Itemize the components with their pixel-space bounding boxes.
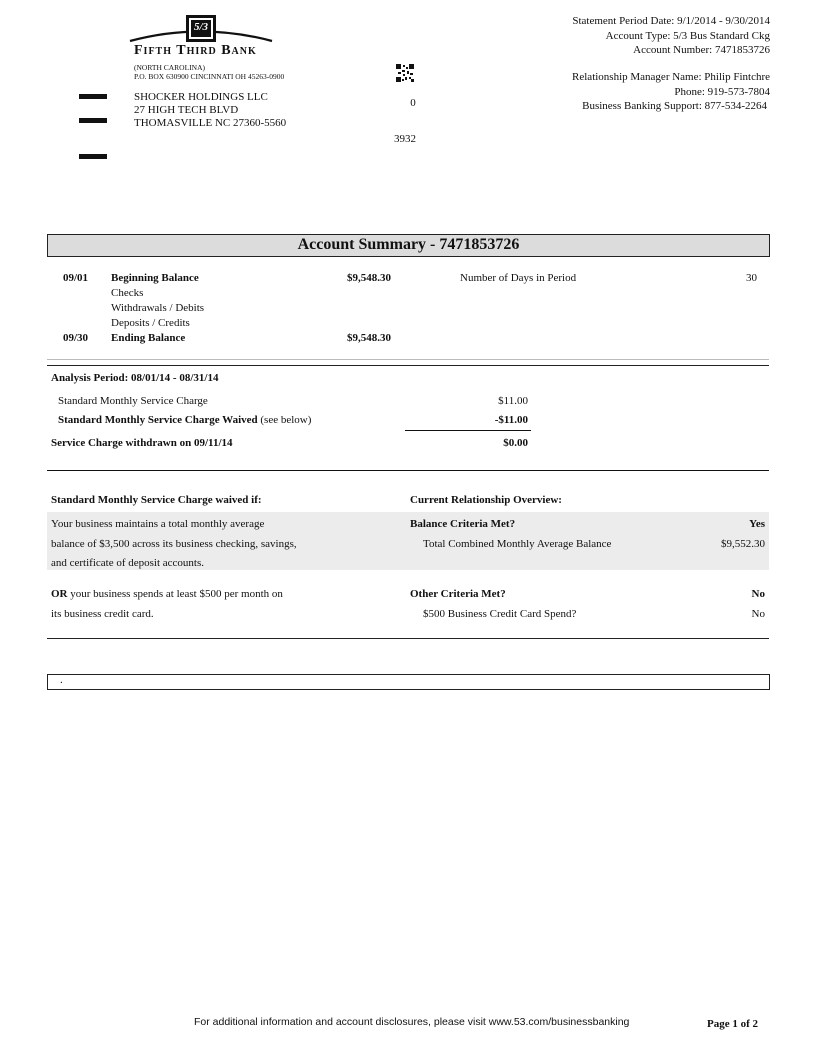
service-charge-withdrawn-label: Service Charge withdrawn on 09/11/14 <box>51 437 233 449</box>
other-criteria-label: Other Criteria Met? <box>410 588 506 600</box>
service-charge-value: $11.00 <box>498 395 528 407</box>
summary-label: Withdrawals / Debits <box>111 302 205 314</box>
code-zero: 0 <box>410 97 416 109</box>
or-text: your business spends at least $500 per month on <box>67 588 283 600</box>
analysis-period: Analysis Period: 08/01/14 - 08/31/14 <box>51 372 219 384</box>
waiver-line: balance of $3,500 across its business checking, savings, <box>51 538 297 550</box>
balance-criteria-value: Yes <box>749 518 765 530</box>
summary-label: Beginning Balance <box>111 272 199 284</box>
qr-code-icon <box>396 64 414 87</box>
account-summary-title: Account Summary - 7471853726 <box>47 234 770 257</box>
service-charge-waived <box>58 414 311 426</box>
bank-region: (NORTH CAROLINA) <box>134 63 206 72</box>
footer-info: For additional information and account disclosures, please visit www.53.com/businessbanking <box>194 1016 630 1028</box>
customer-address <box>134 91 286 130</box>
other-criteria-value: No <box>751 588 765 600</box>
service-charge-withdrawn-value: $0.00 <box>503 437 528 449</box>
service-charge-waived-value: -$11.00 <box>494 414 528 426</box>
balance-criteria-label: Balance Criteria Met? <box>410 518 516 530</box>
business-support: Business Banking Support: 877-534-2264 <box>582 100 767 112</box>
summary-date: 09/01 <box>63 272 89 284</box>
relationship-manager: Relationship Manager Name: Philip Fintchre <box>572 71 770 83</box>
bank-address <box>134 63 284 81</box>
bank-po-box: P.O. BOX 630900 CINCINNATI OH 45263-0900 <box>134 72 285 81</box>
divider <box>47 365 769 366</box>
summary-label: Ending Balance <box>111 332 186 344</box>
waived-note: (see below) <box>257 414 312 426</box>
summary-date: 09/30 <box>63 332 89 344</box>
summary-label: Deposits / Credits <box>111 317 190 329</box>
days-in-period-label: Number of Days in Period <box>460 272 577 284</box>
combined-balance-value: $9,552.30 <box>721 538 765 550</box>
code-number: 3932 <box>394 133 416 145</box>
summary-amount: $9,548.30 <box>347 272 391 284</box>
waiver-or-line: its business credit card. <box>51 608 154 620</box>
divider <box>47 470 769 471</box>
barcode-mark <box>79 154 107 159</box>
statement-period: Statement Period Date: 9/1/2014 - 9/30/2014 <box>572 15 770 27</box>
customer-city: THOMASVILLE NC 27360-5560 <box>134 117 287 129</box>
bank-logo <box>128 14 274 60</box>
summary-amount: $9,548.30 <box>347 332 391 344</box>
page-number: Page 1 of 2 <box>707 1018 759 1030</box>
overview-heading: Current Relationship Overview: <box>410 494 562 506</box>
logo-mark-text: 5/3 <box>193 21 209 33</box>
waiver-or-line <box>51 588 283 600</box>
summary-label: Checks <box>111 287 144 299</box>
manager-phone: Phone: 919-573-7804 <box>674 85 770 98</box>
combined-balance-label: Total Combined Monthly Average Balance <box>423 538 612 550</box>
relationship-info <box>470 70 770 114</box>
subtotal-line <box>405 430 531 431</box>
days-in-period-value: 30 <box>746 272 757 284</box>
account-type: Account Type: 5/3 Bus Standard Ckg <box>605 29 770 42</box>
waived-label: Standard Monthly Service Charge Waived <box>58 414 258 426</box>
account-number: Account Number: 7471853726 <box>633 44 770 56</box>
bank-name: Fifth Third Bank <box>134 43 257 58</box>
or-word: OR <box>51 588 68 600</box>
divider <box>47 638 769 639</box>
customer-street: 27 HIGH TECH BLVD <box>134 104 239 116</box>
service-charge-label: Standard Monthly Service Charge <box>58 395 208 407</box>
waiver-line: and certificate of deposit accounts. <box>51 557 205 569</box>
notice-text: . <box>60 674 63 686</box>
credit-card-spend-value: No <box>751 608 765 620</box>
barcode-mark <box>79 118 107 123</box>
divider <box>47 359 769 360</box>
notice-box <box>47 674 770 690</box>
credit-card-spend-label: $500 Business Credit Card Spend? <box>423 608 577 620</box>
customer-name: SHOCKER HOLDINGS LLC <box>134 91 268 103</box>
waiver-heading: Standard Monthly Service Charge waived if: <box>51 494 262 506</box>
barcode-mark <box>79 94 107 99</box>
statement-info <box>470 14 770 58</box>
waiver-line: Your business maintains a total monthly average <box>51 518 265 530</box>
